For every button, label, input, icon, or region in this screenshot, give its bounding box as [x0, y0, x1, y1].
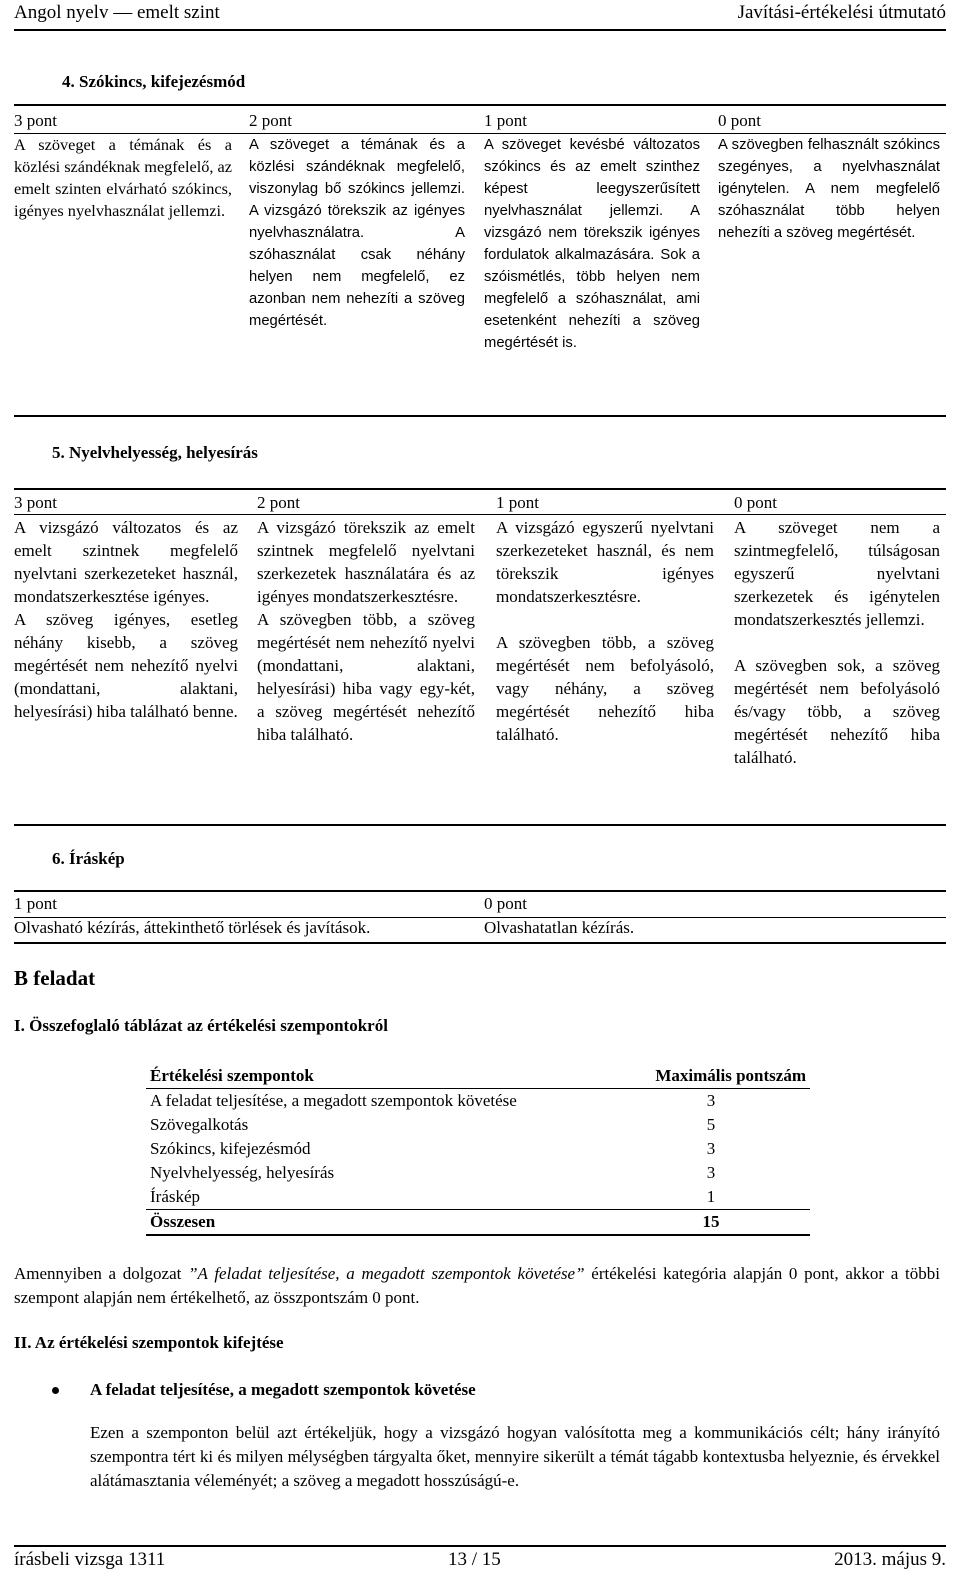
summary-header-criterion: Értékelési szempontok — [146, 1064, 612, 1089]
s5-cell-0-p2: A szövegben sok, a szöveg megértését nem befolyásoló és/vagy több, a szöveg megértését nehezítő hiba található. — [734, 656, 940, 767]
row-max: 3 — [706, 1139, 716, 1158]
s5-points-3: 3 pont — [14, 493, 57, 512]
row-criterion: Íráskép — [150, 1187, 201, 1206]
row-max: 3 — [706, 1091, 716, 1110]
s5-cell-2-p1: A vizsgázó törekszik az emelt szintnek megfelelő nyelvtani szerkezetek használatára és az igényes mondatszerkesztésre. — [257, 518, 475, 606]
section5-top-rule — [14, 488, 946, 490]
table-row — [146, 1137, 810, 1161]
bullet-icon — [52, 1387, 59, 1394]
s5-points-2: 2 pont — [257, 493, 300, 512]
summary-header-row — [146, 1064, 810, 1089]
header-right: Javítási-értékelési útmutató — [737, 2, 946, 23]
s4-points-2: 2 pont — [249, 111, 292, 130]
s5-cell-3 — [14, 516, 238, 723]
s6-points-1: 1 pont — [14, 894, 57, 913]
table-row — [146, 1113, 810, 1137]
section4-bottom-rule — [14, 415, 946, 417]
s5-points-1: 1 pont — [496, 493, 539, 512]
s4-points-1: 1 pont — [484, 111, 527, 130]
section5-title: 5. Nyelvhelyesség, helyesírás — [52, 443, 258, 462]
summary-title: I. Összefoglaló táblázat az értékelési szempontokról — [14, 1016, 388, 1035]
bullet-title: A feladat teljesítése, a megadott szempontok követése — [90, 1380, 476, 1399]
s5-cell-2 — [257, 516, 475, 746]
footer-left: írásbeli vizsga 1311 — [14, 1549, 166, 1570]
summary-table — [146, 1064, 810, 1236]
row-criterion: Nyelvhelyesség, helyesírás — [150, 1163, 335, 1182]
row-criterion: A feladat teljesítése, a megadott szempontok követése — [150, 1091, 517, 1110]
explain-title: II. Az értékelési szempontok kifejtése — [14, 1333, 284, 1352]
row-criterion: Szókincs, kifejezésmód — [150, 1139, 311, 1158]
s4-cell-3: A szöveget a témának és a közlési szándéknak megfelelő, az emelt szinten elvárható szókincs, igényes nyelvhasználat jellemzi. — [14, 135, 232, 220]
s5-cell-3-p1: A vizsgázó változatos és az emelt szintnek megfelelő nyelvtani szerkezeteket használ, mondatszerkesztése igényes. — [14, 518, 238, 606]
note-after: értékelési kategória alapján 0 pont, akkor a többi szempont alapján nem értékelhető, az összpontszám 0 pont. — [14, 1264, 940, 1307]
row-max: 1 — [706, 1187, 716, 1206]
section6-bottom-rule — [14, 942, 946, 944]
zero-point-note — [14, 1262, 940, 1310]
s4-cell-1: A szöveget kevésbé változatos szókincs és az emelt szinthez képest leegyszerűsített nyelvhasználat jellemzi. A vizsgázó nem törekszik igényes fordulatok alkalmazására. Sok a szóismétlés, több helyen nem megfelelő a szóhasználat, ami esetenként nehezíti a szöveg megértését is. — [484, 137, 700, 351]
section6-title: 6. Íráskép — [52, 849, 125, 868]
note-italic: ”A feladat teljesítése, a megadott szempontok követése” — [188, 1264, 585, 1283]
s5-cell-0 — [734, 516, 940, 769]
s5-cell-1-p1: A vizsgázó egyszerű nyelvtani szerkezeteket használ, és nem törekszik igényes mondatszerkesztésre. — [496, 518, 714, 606]
row-max: 3 — [706, 1163, 716, 1182]
s6-points-0: 0 pont — [484, 894, 527, 913]
s5-points-0: 0 pont — [734, 493, 777, 512]
summary-header-max: Maximális pontszám — [612, 1064, 810, 1089]
header-rule — [14, 29, 946, 31]
summary-total-row — [146, 1210, 810, 1236]
section5-header-rule — [14, 514, 946, 515]
s5-cell-0-p1: A szöveget nem a szintmegfelelő, túlságosan egyszerű nyelvtani szerkezetek és igénytelen mondatszerkesztés jellemzi. — [734, 518, 940, 629]
table-row — [146, 1161, 810, 1185]
s4-cell-2: A szöveget a témának és a közlési szándéknak megfelelő, viszonylag bő szókincs jellemzi. A vizsgázó törekszik az igényes nyelvhasználatra. A szóhasználat csak néhány helyen nem megfelelő, ez azonban nem nehezíti a szöveg megértését. — [249, 137, 465, 329]
s6-cell-0: Olvashatatlan kézírás. — [484, 918, 635, 937]
footer-rule — [14, 1545, 946, 1547]
total-criterion: Összesen — [146, 1210, 612, 1236]
s5-cell-2-p2: A szövegben több, a szöveg megértését nem nehezítő nyelvi (mondattani, alaktani, helyesírási) hiba vagy egy-két, a szöveg megértését nehezítő hiba található. — [257, 610, 475, 744]
s4-points-0: 0 pont — [718, 111, 761, 130]
s5-cell-1 — [496, 516, 714, 746]
row-max: 5 — [706, 1115, 716, 1134]
footer-page: 13 / 15 — [448, 1549, 501, 1570]
section4-top-rule — [14, 104, 946, 106]
s5-cell-1-p2: A szövegben több, a szöveg megértését nem befolyásoló, vagy néhány, a szöveg megértését nehezítő hiba található. — [496, 633, 714, 744]
row-criterion: Szövegalkotás — [150, 1115, 249, 1134]
table-row — [146, 1185, 810, 1210]
s6-cell-1: Olvasható kézírás, áttekinthető törlések és javítások. — [14, 918, 371, 937]
footer-right: 2013. május 9. — [834, 1549, 946, 1570]
section5-bottom-rule — [14, 824, 946, 826]
header-left: Angol nyelv — emelt szint — [14, 2, 220, 23]
bullet-text: Ezen a szemponton belül azt értékeljük, hogy a vizsgázó hogyan valósította meg a kommunikációs célt; hány irányító szempontra tért ki és milyen mélységben tárgyalta őket, mennyire sikerült a témát tágabb kontextusba helyeznie, és érvekkel alátámasztania véleményét; a szöveg a megadott hosszúságú-e. — [90, 1423, 940, 1490]
section4-title: 4. Szókincs, kifejezésmód — [62, 72, 246, 91]
note-before: Amennyiben a dolgozat — [14, 1264, 189, 1283]
table-row — [146, 1089, 810, 1114]
s4-cell-0: A szövegben felhasznált szókincs szegényes, a nyelvhasználat igénytelen. A nem megfelelő szóhasználat több helyen nehezíti a szöveg megértését. — [718, 137, 940, 241]
total-max: 15 — [612, 1210, 810, 1236]
b-task-title: B feladat — [14, 966, 96, 990]
s4-points-3: 3 pont — [14, 111, 57, 130]
s5-cell-3-p2: A szöveg igényes, esetleg néhány kisebb, a szöveg megértését nem nehezítő nyelvi (mondattani, alaktani, helyesírási) hiba található benne. — [14, 610, 238, 721]
section6-top-rule — [14, 890, 946, 892]
